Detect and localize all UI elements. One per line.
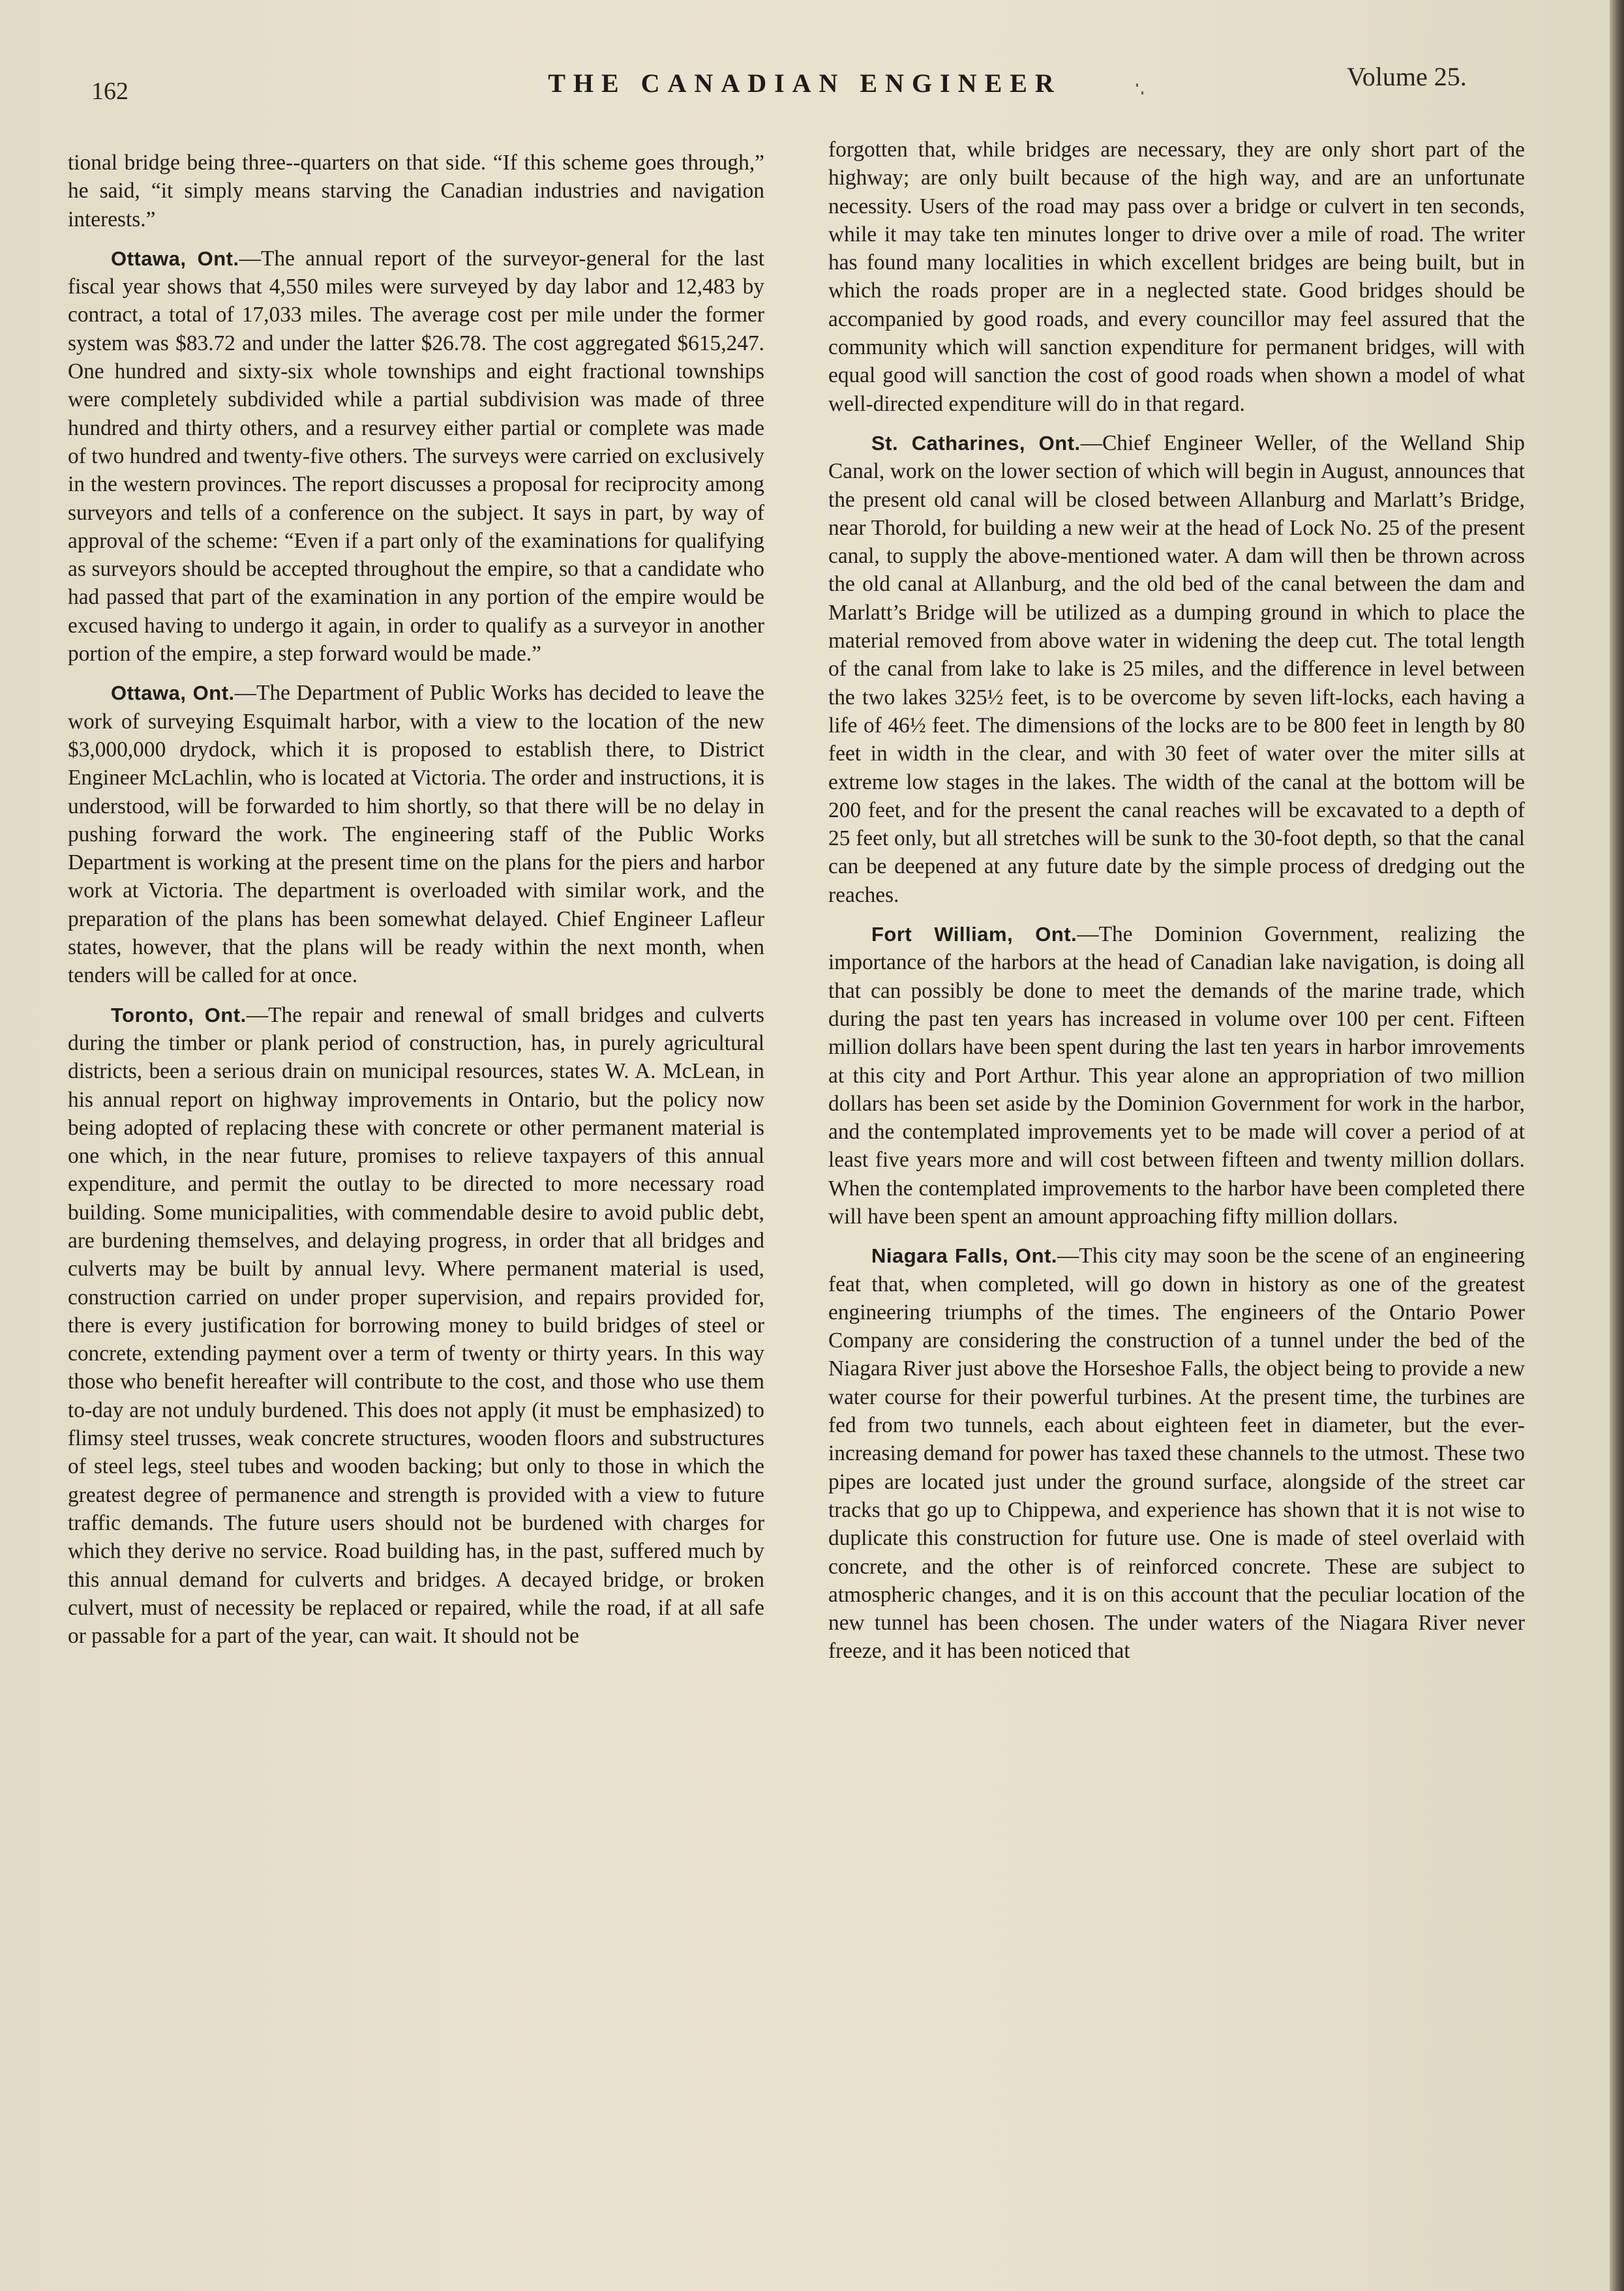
- article-niagara-falls: [828, 1242, 1525, 1665]
- article-heading: Niagara Falls, Ont.: [871, 1244, 1058, 1268]
- article-heading: Ottawa, Ont.: [111, 681, 235, 705]
- left-column: [68, 149, 764, 1661]
- article-fort-william: [828, 920, 1525, 1231]
- article-continuation: [828, 136, 1525, 418]
- paper-speck: [1141, 91, 1143, 95]
- article-heading: Ottawa, Ont.: [111, 247, 239, 270]
- article-text: —The annual report of the surveyor-general for the last fiscal year shows that 4,550 miles were surveyed by day labor and 12,483 by contract, a total of 17,033 miles. The average cost per mile under the former system was $83.72 and under the latter $26.78. The cost aggregated $615,247. One hundred and sixty-six whole townships and eight fractional townships were completely subdivided while a partial subdivision was made of three hundred and thirty others, and a resurvey either partial or complete was made of two hundred and twenty-five others. The surveys were carried on exclusively in the western provinces. The report discusses a proposal for reciprocity among surveyors and tells of a conference on the subject. It says in part, by way of approval of the scheme: “Even if a part only of the examinations for qualifying as surveyors should be accepted throughout the empire, so that a candidate who had passed that part of the examination in any portion of the empire would be excused having to undergo it again, in order to qualify as a surveyor in another portion of the empire, a step forward would be made.”: [68, 246, 764, 666]
- paper-speck: [1136, 83, 1138, 87]
- book-binding-edge: [1610, 0, 1624, 2291]
- article-toronto: [68, 1001, 764, 1651]
- article-text: forgotten that, while bridges are necessary, they are only short part of the highway; are only built because of the high way, and are an unfortunate necessity. Users of the road may pass over a bridge or culvert in ten seconds, while it may take ten minutes longer to drive over a mile of road. The writer has found many localities in which excellent bridges are being built, but in which the roads proper are in a neglected state. Good bridges should be accompanied by good roads, and every councillor may feel assured that the community which will sanction expenditure for permanent bridges, will with equal good will sanction the cost of good roads when shown a model of what well-directed expenditure will do in that regard.: [828, 138, 1525, 416]
- article-heading: Toronto, Ont.: [111, 1003, 247, 1026]
- article-st-catharines: [828, 429, 1525, 909]
- right-column: [828, 136, 1525, 1677]
- journal-title: THE CANADIAN ENGINEER: [548, 68, 1062, 98]
- article-ottawa-surveyor: [68, 245, 764, 668]
- article-text: —Chief Engineer Weller, of the Welland Ship Canal, work on the lower section of which will begin in August, announces that the present old canal will be closed between Allanburg and Marlatt’s Bridge, near Thorold, for building a new weir at the head of Lock No. 25 of the present canal, to supply the above-mentioned water. A dam will then be thrown across the old canal at Allanburg, and the old bed of the canal between the dam and Marlatt’s Bridge will be utilized as a dumping ground in which to place the material removed from above water in widening the deep cut. The total length of the canal from lake to lake is 25 miles, and the difference in level between the two lakes 325½ feet, is to be overcome by seven lift-locks, each having a life of 46½ feet. The dimensions of the locks are to be 800 feet in length by 80 feet in width in the clear, and with 30 feet of water over the miter sills at extreme low stages in the lakes. The width of the canal at the bottom will be 200 feet, and for the present the canal reaches will be excavated to a depth of 25 feet only, but all stretches will be sunk to the 30-foot depth, so that the canal can be deepened at any future date by the simple process of dredging out the reaches.: [828, 430, 1525, 907]
- article-text: tional bridge being three--quarters on that side. “If this scheme goes through,” he said, “it simply means starving the Canadian industries and navigation interests.”: [68, 151, 764, 232]
- article-text: —The repair and renewal of small bridges and culverts during the timber or plank period of construction, has, in purely agricultural districts, been a serious drain on municipal resources, states W. A. McLean, in his annual report on highway improvements in Ontario, but the policy now being adopted of replacing these with concrete or other permanent material is one which, in the near future, promises to relieve taxpayers of this annual expenditure, and permit the outlay to be directed to more necessary road building. Some municipalities, with commendable desire to avoid public debt, are burdening themselves, and delaying progress, in order that all bridges and culverts may be built by annual levy. Where permanent material is used, construction carried on under proper supervision, and repairs provided for, there is every justification for borrowing money to build bridges of steel or concrete, extending payment over a term of twenty or thirty years. In this way those who benefit hereafter will contribute to the cost, and those who use them to-day are not unduly burdened. This does not apply (it must be emphasized) to flimsy steel trusses, weak concrete structures, wooden floors and substructures of steel legs, steel tubes and wooden backing; but only to those in which the greatest degree of permanence and strength is provided with a view to future traffic demands. The future users should not be burdened with charges for which they derive no service. Road building has, in the past, suffered much by this annual demand for culverts and bridges. A decayed bridge, or broken culvert, must of necessity be replaced or repaired, while the road, if at all safe or passable for a part of the year, can wait. It should not be: [68, 1002, 764, 1649]
- article-text: —This city may soon be the scene of an engineering feat that, when completed, will go down in history as one of the greatest engineering triumphs of the times. The engineers of the Ontario Power Company are considering the construction of a tunnel under the bed of the Niagara River just above the Horseshoe Falls, the object being to provide a new water course for their powerful turbines. At the present time, the turbines are fed from two tunnels, each about eighteen feet in diameter, but the ever-increasing demand for power has taxed these channels to the utmost. These two pipes are located just under the ground surface, alongside of the street car tracks that go up to Chippewa, and experience has shown that it is not wise to duplicate this construction for future use. One is made of steel overlaid with concrete, and the other is of reinforced concrete. These are subject to atmospheric changes, and it is on this account that the peculiar location of the new tunnel has been chosen. The under waters of the Niagara River never freeze, and it has been noticed that: [828, 1244, 1525, 1664]
- volume-label: Volume 25.: [1347, 62, 1467, 91]
- article-text: —The Dominion Government, realizing the importance of the harbors at the head of Canadian lake navigation, is doing all that can possibly be done to meet the demands of the marine trade, which during the past ten years has increased in volume over 100 per cent. Fifteen million dollars have been spent during the last ten years in harbor imrovements at this city and Port Arthur. This year alone an appropriation of two million dollars has been set aside by the Dominion Government for work in the harbor, and the contemplated improvements yet to be made will cover a period of at least five years more and will cost between fifteen and twenty million dollars. When the contemplated improvements to the harbor have been completed there will have been spent an amount approaching fifty million dollars.: [828, 922, 1525, 1229]
- page-number: 162: [91, 78, 128, 105]
- article-continuation: [68, 149, 764, 233]
- article-text: —The Department of Public Works has decided to leave the work of surveying Esquimalt harbor, with a view to the location of the new $3,000,000 drydock, which it is proposed to establish there, to District Engineer McLachlin, who is located at Victoria. The order and instructions, it is understood, will be forwarded to him shortly, so that there will be no delay in pushing forward the work. The engineering staff of the Public Works Department is working at the present time on the plans for the piers and harbor work at Victoria. The department is overloaded with similar work, and the preparation of the plans has been somewhat delayed. Chief Engineer Lafleur states, however, that the plans will be ready within the next month, when tenders will be called for at once.: [68, 681, 764, 988]
- article-heading: Fort William, Ont.: [871, 923, 1077, 946]
- article-ottawa-public-works: [68, 679, 764, 989]
- article-heading: St. Catharines, Ont.: [871, 431, 1081, 455]
